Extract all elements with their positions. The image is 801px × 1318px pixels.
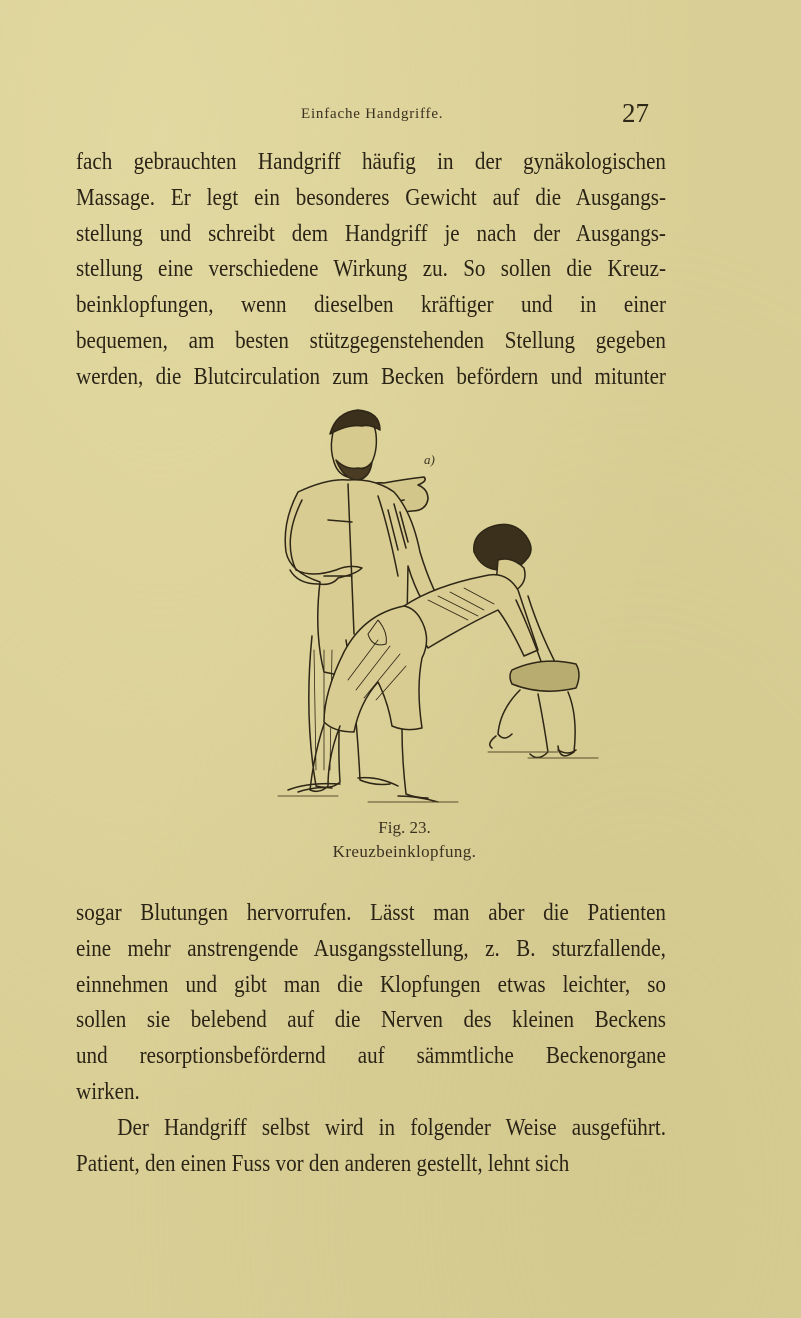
text-line: stellung eine verschiedene Wirkung zu. So sollen die Kreuz- [76, 255, 666, 283]
stool-figure [490, 661, 579, 757]
text-line: bequemen, am besten stützgegenstehenden Stellung gegeben [76, 326, 666, 354]
figure-label-a: a) [424, 452, 435, 467]
text-line: eine mehr anstrengende Ausgangsstellung, z. B. sturzfallende, [76, 934, 666, 962]
text-line: beinklopfungen, wenn dieselben kräftiger und in einer [76, 291, 666, 319]
text-line: Patient, den einen Fuss vor den anderen gestellt, lehnt sich [76, 1149, 570, 1177]
figure-illustration [228, 400, 600, 810]
text-line: werden, die Blutcirculation zum Becken befördern und mitunter [76, 362, 666, 390]
engraving-illustration-icon [228, 400, 600, 810]
page-number: 27 [622, 98, 649, 128]
text-line: einnehmen und gibt man die Klopfungen etwas leichter, so [76, 970, 666, 998]
body-text-bottom [76, 895, 666, 1181]
text-line: sollen sie belebend auf die Nerven des kleinen Beckens [76, 1006, 666, 1034]
ground-shadow [278, 752, 598, 802]
text-line: Massage. Er legt ein besonderes Gewicht auf die Ausgangs- [76, 183, 666, 211]
figure-caption: Kreuzbeinklopfung. [332, 842, 477, 861]
text-line: stellung und schreibt dem Handgriff je nach der Ausgangs- [76, 219, 666, 247]
figure-number: Fig. 23. [378, 818, 431, 837]
running-head [0, 98, 801, 134]
text-line: wirken. [76, 1077, 140, 1105]
text-line: sogar Blutungen hervorrufen. Lässt man aber die Patienten [76, 899, 666, 926]
text-line: fach gebrauchten Handgriff häufig in der gynäkologischen [76, 148, 666, 175]
paragraph-first-line: Der Handgriff selbst wird in folgender Weise ausgeführt. [117, 1113, 666, 1141]
running-title: Einfache Handgriffe. [301, 106, 444, 122]
body-text-top [76, 144, 666, 395]
text-line: und resorptionsbefördernd auf sämmtliche Beckenorgane [76, 1042, 666, 1070]
